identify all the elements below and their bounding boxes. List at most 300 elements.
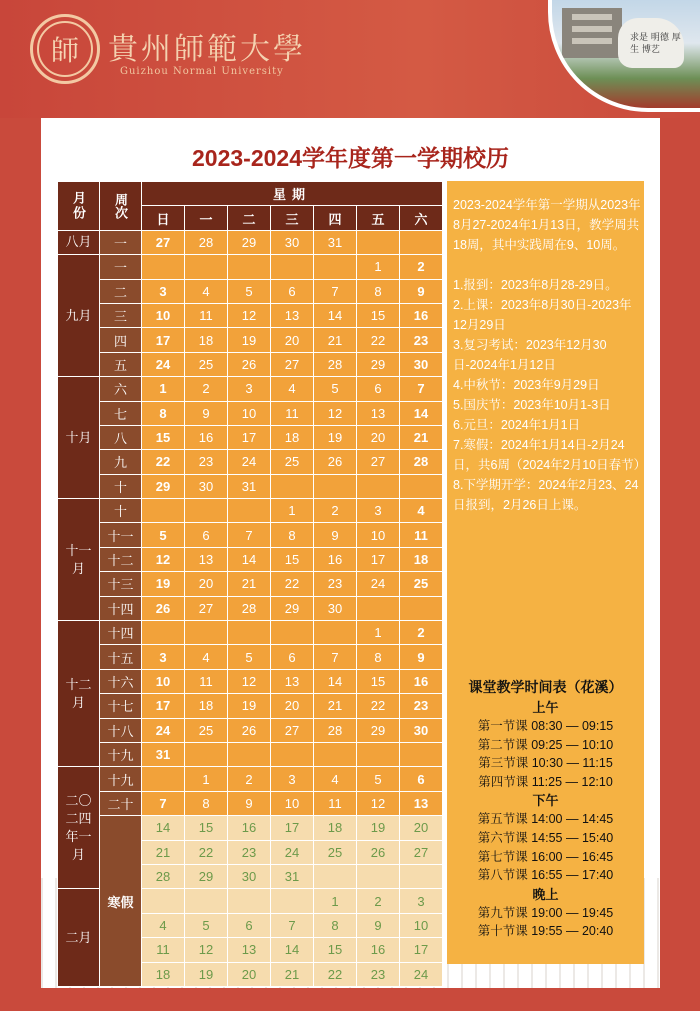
date-cell: 30 — [228, 864, 271, 888]
month-label: 十一月 — [58, 499, 100, 621]
date-cell: 6 — [271, 645, 314, 669]
date-cell: 20 — [357, 425, 400, 449]
date-cell: 29 — [185, 864, 228, 888]
notes-item: 2.上课：2023年8月30日-2023年12月29日 — [453, 298, 632, 332]
week-number: 十二 — [100, 547, 142, 571]
date-cell — [357, 474, 400, 498]
date-cell — [357, 596, 400, 620]
schedule-period: 第三节课 10:30 — 11:15 — [478, 756, 613, 771]
date-cell — [314, 621, 357, 645]
weekday-title: 星期 — [142, 182, 443, 206]
week-number: 五 — [100, 352, 142, 376]
date-cell: 3 — [271, 767, 314, 791]
date-cell: 22 — [357, 328, 400, 352]
date-cell: 16 — [357, 938, 400, 962]
date-cell: 17 — [357, 547, 400, 571]
calendar-table — [57, 181, 443, 987]
table-row — [58, 621, 443, 645]
date-cell: 8 — [185, 791, 228, 815]
month-label: 十月 — [58, 377, 100, 499]
table-row — [58, 401, 443, 425]
date-cell: 12 — [228, 669, 271, 693]
date-cell: 2 — [357, 889, 400, 913]
table-row — [58, 645, 443, 669]
date-cell — [185, 255, 228, 279]
date-cell: 26 — [228, 352, 271, 376]
date-cell: 25 — [400, 572, 443, 596]
date-cell: 25 — [185, 352, 228, 376]
table-row — [58, 255, 443, 279]
date-cell: 5 — [357, 767, 400, 791]
table-row — [58, 450, 443, 474]
date-cell: 21 — [228, 572, 271, 596]
date-cell: 11 — [185, 669, 228, 693]
date-cell: 13 — [185, 547, 228, 571]
date-cell: 20 — [271, 328, 314, 352]
month-header: 月份 — [58, 182, 100, 231]
notes-item: 6.元旦：2024年1月1日 — [453, 418, 581, 432]
date-cell: 2 — [185, 377, 228, 401]
table-row — [58, 791, 443, 815]
schedule-title: 课堂教学时间表（花溪） — [468, 679, 623, 695]
date-cell: 18 — [185, 328, 228, 352]
schedule-period: 第七节课 16:00 — 16:45 — [477, 849, 614, 864]
date-cell: 2 — [400, 621, 443, 645]
notes-item: 8.下学期开学：2024年2月23、24日报到，2月26日上课。 — [453, 478, 639, 512]
date-cell: 13 — [271, 303, 314, 327]
semester-notes — [453, 195, 647, 515]
date-cell: 28 — [228, 596, 271, 620]
date-cell: 28 — [185, 230, 228, 254]
date-cell: 21 — [400, 425, 443, 449]
date-cell: 24 — [228, 450, 271, 474]
date-cell: 4 — [400, 499, 443, 523]
date-cell — [185, 499, 228, 523]
date-cell: 17 — [142, 328, 185, 352]
date-cell: 13 — [228, 938, 271, 962]
date-cell: 31 — [142, 742, 185, 766]
date-cell — [271, 742, 314, 766]
week-number: 十九 — [100, 742, 142, 766]
date-cell — [314, 474, 357, 498]
week-number: 九 — [100, 450, 142, 474]
date-cell: 28 — [314, 718, 357, 742]
date-cell: 28 — [142, 864, 185, 888]
date-cell: 18 — [271, 425, 314, 449]
date-cell: 29 — [228, 230, 271, 254]
week-number: 一 — [100, 230, 142, 254]
schedule-period: 第四节课 11:25 — 12:10 — [478, 774, 613, 789]
date-cell — [400, 864, 443, 888]
date-cell: 25 — [271, 450, 314, 474]
notes-intro: 2023-2024学年第一学期从2023年8月27-2024年1月13日，教学周共18周，其中实践周在9、10周。 — [453, 198, 641, 252]
table-row — [58, 523, 443, 547]
date-cell — [314, 864, 357, 888]
date-cell: 19 — [142, 572, 185, 596]
date-cell: 7 — [228, 523, 271, 547]
date-cell: 3 — [142, 645, 185, 669]
date-cell: 5 — [185, 913, 228, 937]
date-cell: 16 — [400, 669, 443, 693]
week-number: 十 — [100, 499, 142, 523]
date-cell: 5 — [142, 523, 185, 547]
date-cell — [185, 889, 228, 913]
date-cell: 16 — [185, 425, 228, 449]
week-number: 十七 — [100, 694, 142, 718]
date-cell — [228, 742, 271, 766]
date-cell: 9 — [228, 791, 271, 815]
date-cell: 11 — [142, 938, 185, 962]
table-row — [58, 742, 443, 766]
date-cell: 24 — [142, 352, 185, 376]
date-cell — [228, 621, 271, 645]
date-cell — [142, 255, 185, 279]
date-cell: 25 — [185, 718, 228, 742]
week-number: 二十 — [100, 791, 142, 815]
week-number: 十四 — [100, 621, 142, 645]
table-row — [58, 474, 443, 498]
date-cell: 18 — [314, 816, 357, 840]
date-cell: 14 — [142, 816, 185, 840]
schedule-section: 下午 — [532, 793, 559, 809]
date-cell: 9 — [357, 913, 400, 937]
table-row — [58, 279, 443, 303]
date-cell: 8 — [314, 913, 357, 937]
date-cell: 10 — [271, 791, 314, 815]
date-cell: 30 — [314, 596, 357, 620]
schedule-period: 第八节课 16:55 — 17:40 — [477, 868, 614, 883]
date-cell: 31 — [314, 230, 357, 254]
date-cell: 31 — [228, 474, 271, 498]
date-cell: 27 — [400, 840, 443, 864]
date-cell: 30 — [271, 230, 314, 254]
date-cell: 1 — [357, 621, 400, 645]
table-row — [58, 816, 443, 840]
date-cell: 18 — [142, 962, 185, 986]
date-cell: 5 — [228, 645, 271, 669]
weekday-label: 二 — [228, 206, 271, 230]
date-cell: 10 — [357, 523, 400, 547]
date-cell — [357, 864, 400, 888]
class-schedule — [447, 676, 644, 941]
date-cell: 14 — [228, 547, 271, 571]
date-cell — [271, 889, 314, 913]
month-label: 二〇二四年一月 — [58, 767, 100, 889]
date-cell: 21 — [314, 694, 357, 718]
date-cell: 28 — [400, 450, 443, 474]
date-cell — [142, 621, 185, 645]
building-windows — [572, 14, 612, 20]
date-cell: 8 — [142, 401, 185, 425]
date-cell: 23 — [185, 450, 228, 474]
date-cell — [185, 621, 228, 645]
date-cell: 23 — [314, 572, 357, 596]
table-row — [58, 499, 443, 523]
date-cell: 3 — [142, 279, 185, 303]
date-cell: 26 — [357, 840, 400, 864]
date-cell: 26 — [142, 596, 185, 620]
date-cell: 1 — [314, 889, 357, 913]
date-cell: 13 — [271, 669, 314, 693]
date-cell: 23 — [357, 962, 400, 986]
month-label: 二月 — [58, 889, 100, 987]
date-cell: 19 — [185, 962, 228, 986]
date-cell — [400, 742, 443, 766]
date-cell: 9 — [400, 279, 443, 303]
date-cell: 25 — [314, 840, 357, 864]
date-cell: 12 — [357, 791, 400, 815]
date-cell: 2 — [228, 767, 271, 791]
date-cell: 14 — [400, 401, 443, 425]
schedule-section: 上午 — [532, 700, 559, 715]
date-cell: 8 — [357, 279, 400, 303]
date-cell — [357, 742, 400, 766]
date-cell: 18 — [185, 694, 228, 718]
table-row — [58, 718, 443, 742]
date-cell — [271, 474, 314, 498]
rock-text: 求是 明德 厚生 博艺 — [630, 33, 681, 55]
date-cell: 19 — [357, 816, 400, 840]
notes-item: 3.复习考试：2023年12月30日-2024年1月12日 — [453, 338, 607, 372]
date-cell: 22 — [185, 840, 228, 864]
date-cell: 21 — [314, 328, 357, 352]
date-cell: 20 — [185, 572, 228, 596]
week-number: 十六 — [100, 669, 142, 693]
date-cell: 4 — [185, 279, 228, 303]
date-cell: 24 — [400, 962, 443, 986]
date-cell: 30 — [400, 718, 443, 742]
date-cell: 17 — [400, 938, 443, 962]
week-number: 三 — [100, 303, 142, 327]
date-cell: 8 — [357, 645, 400, 669]
university-name-cn: 貴州師範大學 — [108, 32, 306, 67]
date-cell: 15 — [314, 938, 357, 962]
weekday-label: 五 — [357, 206, 400, 230]
date-cell: 24 — [271, 840, 314, 864]
month-label: 十二月 — [58, 621, 100, 767]
date-cell: 20 — [271, 694, 314, 718]
date-cell: 5 — [314, 377, 357, 401]
date-cell: 3 — [357, 499, 400, 523]
date-cell: 14 — [314, 303, 357, 327]
date-cell: 16 — [400, 303, 443, 327]
week-number: 四 — [100, 328, 142, 352]
date-cell: 6 — [271, 279, 314, 303]
date-cell: 23 — [400, 694, 443, 718]
date-cell: 17 — [271, 816, 314, 840]
date-cell: 17 — [142, 694, 185, 718]
date-cell: 21 — [142, 840, 185, 864]
date-cell: 27 — [142, 230, 185, 254]
motto-rock — [618, 18, 684, 68]
weekday-label: 四 — [314, 206, 357, 230]
week-number: 六 — [100, 377, 142, 401]
university-name-en: Guizhou Normal University — [120, 66, 284, 77]
calendar-card — [41, 118, 660, 988]
date-cell: 10 — [228, 401, 271, 425]
page-title: 2023-2024学年度第一学期校历 — [192, 145, 509, 171]
date-cell: 5 — [228, 279, 271, 303]
table-row — [58, 377, 443, 401]
date-cell: 14 — [314, 669, 357, 693]
date-cell: 11 — [314, 791, 357, 815]
date-cell: 19 — [228, 328, 271, 352]
date-cell: 7 — [271, 913, 314, 937]
notes-item: 4.中秋节：2023年9月29日 — [453, 378, 600, 392]
date-cell: 15 — [357, 303, 400, 327]
vacation-label: 寒假 — [100, 816, 142, 987]
date-cell: 9 — [185, 401, 228, 425]
date-cell: 17 — [228, 425, 271, 449]
date-cell: 9 — [400, 645, 443, 669]
date-cell: 12 — [228, 303, 271, 327]
date-cell: 27 — [357, 450, 400, 474]
date-cell: 29 — [357, 352, 400, 376]
weekday-label: 一 — [185, 206, 228, 230]
date-cell: 1 — [185, 767, 228, 791]
date-cell: 7 — [142, 791, 185, 815]
date-cell: 27 — [271, 352, 314, 376]
date-cell: 3 — [228, 377, 271, 401]
date-cell — [271, 621, 314, 645]
date-cell: 6 — [228, 913, 271, 937]
date-cell: 24 — [142, 718, 185, 742]
date-cell: 4 — [185, 645, 228, 669]
schedule-period: 第六节课 14:55 — 15:40 — [477, 830, 614, 845]
month-label: 九月 — [58, 255, 100, 377]
table-row — [58, 572, 443, 596]
week-number: 十一 — [100, 523, 142, 547]
date-cell: 29 — [357, 718, 400, 742]
date-cell: 30 — [185, 474, 228, 498]
table-row — [58, 694, 443, 718]
date-cell — [314, 255, 357, 279]
date-cell — [400, 596, 443, 620]
date-cell: 30 — [400, 352, 443, 376]
info-panel — [447, 181, 647, 964]
date-cell: 10 — [400, 913, 443, 937]
date-cell: 7 — [314, 279, 357, 303]
date-cell: 29 — [142, 474, 185, 498]
spacer — [453, 255, 641, 275]
date-cell — [314, 742, 357, 766]
date-cell: 19 — [314, 425, 357, 449]
week-number: 十五 — [100, 645, 142, 669]
table-row — [58, 328, 443, 352]
schedule-section: 晚上 — [532, 886, 559, 902]
date-cell: 13 — [357, 401, 400, 425]
date-cell: 22 — [142, 450, 185, 474]
table-row — [58, 303, 443, 327]
table-row — [58, 425, 443, 449]
date-cell — [228, 499, 271, 523]
date-cell: 16 — [314, 547, 357, 571]
date-cell: 18 — [400, 547, 443, 571]
month-label: 八月 — [58, 230, 100, 254]
schedule-period: 第十节课 19:55 — 20:40 — [477, 924, 614, 939]
date-cell: 7 — [400, 377, 443, 401]
date-cell — [228, 889, 271, 913]
week-number: 十四 — [100, 596, 142, 620]
logo-glyph: 師 — [37, 21, 93, 77]
date-cell: 14 — [271, 938, 314, 962]
date-cell: 6 — [357, 377, 400, 401]
week-number: 十 — [100, 474, 142, 498]
week-number: 十八 — [100, 718, 142, 742]
schedule-period: 第九节课 19:00 — 19:45 — [477, 905, 614, 920]
weekday-label: 六 — [400, 206, 443, 230]
date-cell: 15 — [142, 425, 185, 449]
week-header: 周次 — [100, 182, 142, 231]
date-cell: 29 — [271, 596, 314, 620]
date-cell: 19 — [228, 694, 271, 718]
date-cell: 1 — [271, 499, 314, 523]
date-cell: 21 — [271, 962, 314, 986]
date-cell: 1 — [357, 255, 400, 279]
date-cell: 22 — [314, 962, 357, 986]
date-cell: 4 — [271, 377, 314, 401]
date-cell: 12 — [185, 938, 228, 962]
date-cell: 15 — [357, 669, 400, 693]
date-cell: 13 — [400, 791, 443, 815]
date-cell: 10 — [142, 303, 185, 327]
date-cell: 20 — [228, 962, 271, 986]
schedule-period: 第五节课 14:00 — 14:45 — [477, 812, 614, 827]
week-number: 八 — [100, 425, 142, 449]
date-cell — [400, 230, 443, 254]
date-cell: 15 — [271, 547, 314, 571]
date-cell — [357, 230, 400, 254]
week-number: 七 — [100, 401, 142, 425]
date-cell: 1 — [142, 377, 185, 401]
date-cell: 27 — [185, 596, 228, 620]
date-cell: 16 — [228, 816, 271, 840]
date-cell: 15 — [185, 816, 228, 840]
week-number: 十九 — [100, 767, 142, 791]
date-cell: 7 — [314, 645, 357, 669]
date-cell: 11 — [400, 523, 443, 547]
date-cell: 10 — [142, 669, 185, 693]
table-row — [58, 352, 443, 376]
date-cell: 20 — [400, 816, 443, 840]
date-cell: 2 — [314, 499, 357, 523]
date-cell: 4 — [314, 767, 357, 791]
table-row — [58, 767, 443, 791]
date-cell: 2 — [400, 255, 443, 279]
date-cell: 23 — [228, 840, 271, 864]
date-cell — [228, 255, 271, 279]
date-cell: 6 — [185, 523, 228, 547]
schedule-period: 第一节课 08:30 — 09:15 — [477, 719, 614, 733]
date-cell: 22 — [357, 694, 400, 718]
date-cell — [400, 474, 443, 498]
table-row — [58, 596, 443, 620]
table-row — [58, 230, 443, 254]
table-row — [58, 669, 443, 693]
date-cell: 11 — [271, 401, 314, 425]
weekday-label: 日 — [142, 206, 185, 230]
date-cell — [142, 889, 185, 913]
date-cell: 12 — [142, 547, 185, 571]
weekday-label: 三 — [271, 206, 314, 230]
date-cell: 24 — [357, 572, 400, 596]
date-cell — [185, 742, 228, 766]
date-cell: 8 — [271, 523, 314, 547]
notes-item: 1.报到：2023年8月28-29日。 — [453, 278, 618, 292]
date-cell: 22 — [271, 572, 314, 596]
date-cell — [142, 499, 185, 523]
date-cell — [271, 255, 314, 279]
